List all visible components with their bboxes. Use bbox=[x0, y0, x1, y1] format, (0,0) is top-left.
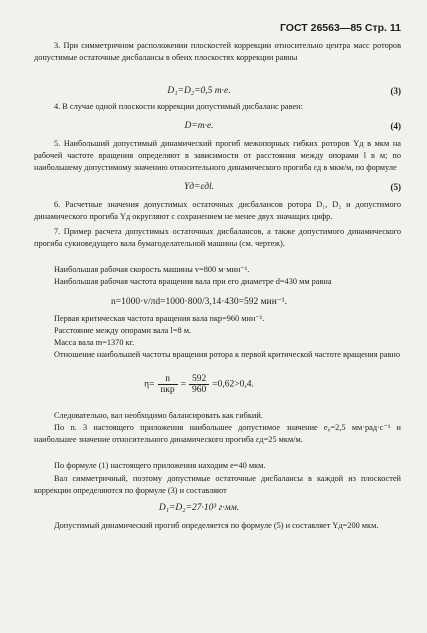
formula-5-number: (5) bbox=[390, 182, 401, 192]
paragraph-5: 5. Наибольший допустимый динамический прогиб межопорных гибких роторов Yд в мкм на рабочей частоте вращения определяют в зависимости от расстояния между опорами l в м; по наибольшему допустимому значению относительного динамического прогиба εд в мкм/м, по формуле bbox=[34, 139, 401, 172]
formula-d: D₁=D₂=27·10³ г·мм. bbox=[158, 503, 240, 513]
distance-line: Расстояние между опорами вала l=8 м. bbox=[54, 326, 192, 335]
critical-frequency-line: Первая критическая частота вращения вала nкр=960 мин⁻¹. bbox=[54, 314, 265, 323]
formula-5: Yд=εдl. bbox=[183, 182, 215, 192]
eta-equals: = bbox=[180, 379, 186, 390]
eta-numerator-2: 592 bbox=[189, 374, 209, 385]
paragraph-7: 7. Пример расчета допустимых остаточных дисбалансов, а также допустимого динамического прогиба сукноведущего вала бумагоделательной машины (см. чертеж). bbox=[34, 227, 401, 248]
formula-4-number: (4) bbox=[390, 121, 401, 131]
paragraph-by-1: По формуле (1) настоящего приложения находим e=40 мкм. bbox=[54, 461, 266, 470]
eta-denominator-2: 960 bbox=[191, 385, 207, 395]
ratio-line: Отношение наибольшей частоты вращения ротора к первой критической частоте вращения равно bbox=[54, 350, 400, 359]
paragraph-6: 6. Расчетные значения допустимых остаточных дисбалансов ротора D₁, D₂ и допустимого динамического прогиба Yд округляют с сохранением не менее двух значащих цифр. bbox=[34, 200, 401, 221]
page-header: ГОСТ 26563—85 Стр. 11 bbox=[279, 22, 401, 34]
eta-result: =0,62>0,4. bbox=[212, 379, 254, 390]
conclusion-line: Следовательно, вал необходимо балансировать как гибкий. bbox=[54, 411, 263, 420]
speed-line: Наибольшая рабочая скорость машины v=800 м·мин⁻¹. bbox=[54, 265, 250, 274]
paragraph-4: 4. В случае одной плоскости коррекции допустимый дисбаланс равен: bbox=[54, 102, 303, 111]
formula-3-number: (3) bbox=[390, 86, 401, 96]
paragraph-by-3: По п. 3 настоящего приложения наибольшее допустимое значение e₀=2,5 мм·рад·с⁻¹ и наибольшее значение относительного динамического прогиба εд=25 мкм/м. bbox=[34, 423, 401, 444]
eta-lhs: η= bbox=[144, 379, 155, 390]
frequency-line: Наибольшая рабочая частота вращения вала при его диаметре d=430 мм равна bbox=[54, 277, 332, 286]
formula-4: D=m·e. bbox=[184, 121, 214, 131]
paragraph-3: 3. При симметричном расположении плоскостей коррекции относительно центра масс роторов допустимые остаточные дисбалансы в обеих плоскостях коррекции равны bbox=[34, 41, 401, 62]
eta-fraction-1 bbox=[158, 374, 178, 395]
formula-eta bbox=[34, 374, 364, 395]
mass-line: Масса вала m=1370 кг. bbox=[54, 338, 135, 347]
paragraph-symmetric: Вал симметричный, поэтому допустимые остаточные дисбалансы в каждой из плоскостей коррекции определяются по формуле (3) и составляют bbox=[34, 474, 401, 495]
eta-numerator-1: n bbox=[158, 374, 178, 385]
eta-fraction-2 bbox=[189, 374, 209, 395]
paragraph-final: Допустимый динамический прогиб определяется по формуле (5) и составляет Yд=200 мкм. bbox=[54, 521, 379, 530]
eta-denominator-1: nкр bbox=[160, 385, 175, 395]
formula-3: D₁=D₂=0,5 m·e. bbox=[167, 86, 231, 96]
formula-n: n=1000·v/πd=1000·800/3,14·430=592 мин⁻¹. bbox=[110, 297, 288, 307]
